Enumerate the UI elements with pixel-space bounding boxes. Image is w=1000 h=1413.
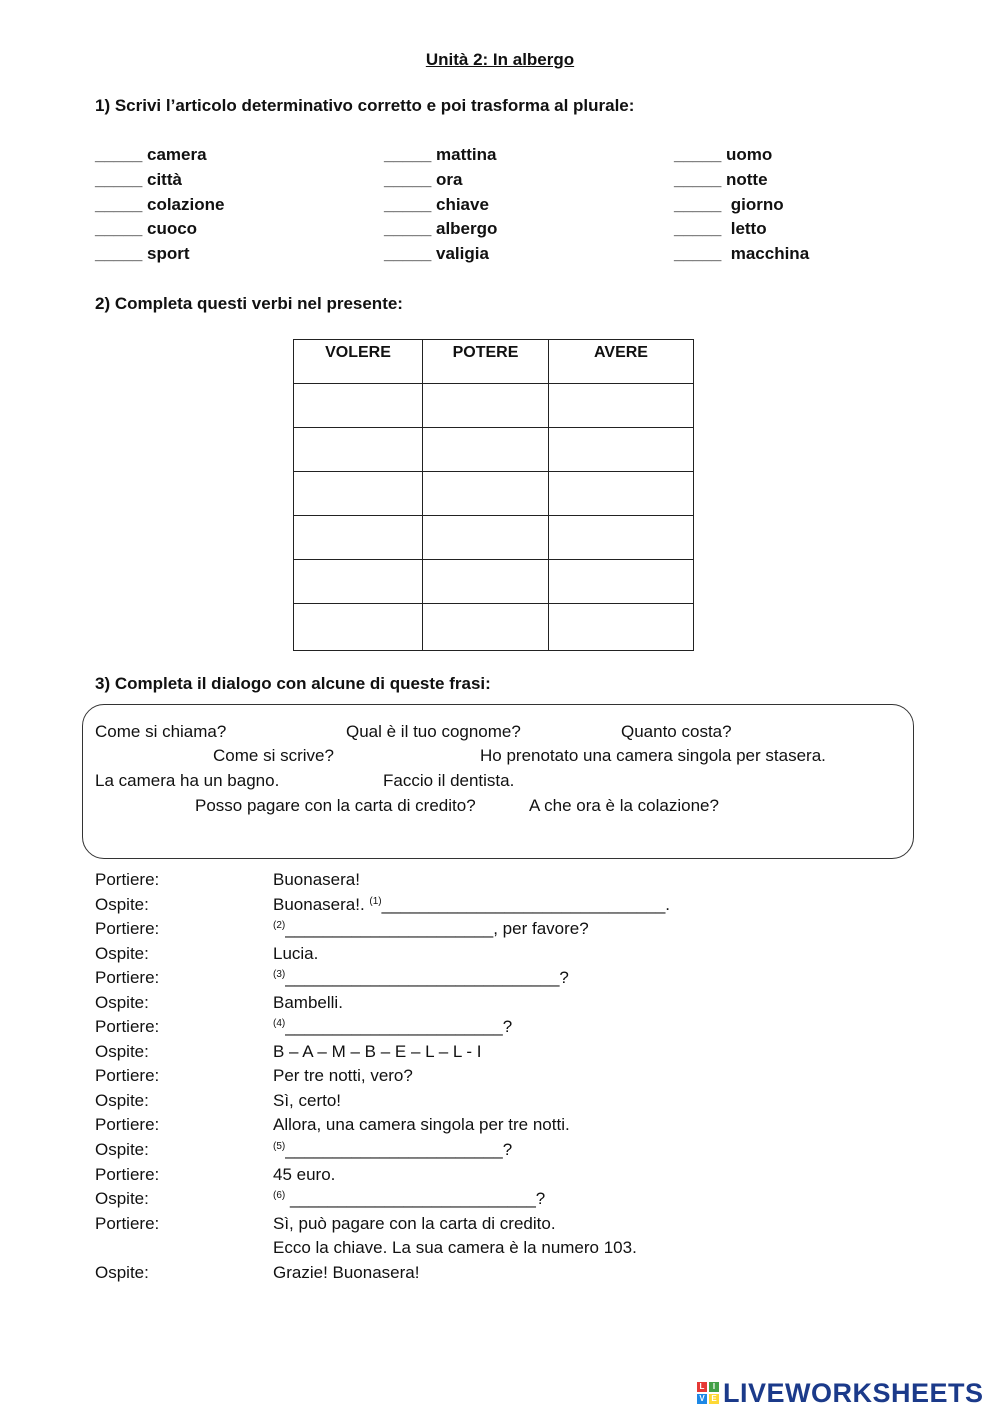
- dialogue-line[interactable]: [273, 1140, 512, 1160]
- speaker-label: Ospite:: [95, 1042, 149, 1061]
- vocab-item[interactable]: _____ colazione: [95, 195, 225, 214]
- answer-blank[interactable]: _____________________________?: [285, 968, 569, 987]
- speaker-label: Ospite:: [95, 1140, 149, 1159]
- logo-letter: I: [709, 1382, 719, 1392]
- phrase-option[interactable]: Come si chiama?: [95, 722, 227, 741]
- table-row: [294, 428, 694, 472]
- dialogue-line: Sì, può pagare con la carta di credito.: [273, 1214, 556, 1233]
- header-avere: AVERE: [549, 340, 694, 384]
- table-row: [294, 472, 694, 516]
- answer-cell[interactable]: [549, 384, 694, 428]
- vocab-item[interactable]: _____ giorno: [674, 195, 784, 214]
- dialogue-line[interactable]: [273, 895, 670, 915]
- table-row: [294, 604, 694, 651]
- answer-cell[interactable]: [294, 604, 423, 651]
- header-volere: VOLERE: [294, 340, 423, 384]
- speaker-label: Portiere:: [95, 870, 160, 889]
- logo-text: LIVEWORKSHEETS: [723, 1377, 984, 1408]
- answer-cell[interactable]: [423, 428, 549, 472]
- vocab-item[interactable]: _____ notte: [674, 170, 768, 189]
- exercise1-heading: 1) Scrivi l’articolo determinativo corretto e poi trasforma al plurale:: [95, 96, 635, 115]
- dialogue-line: Grazie! Buonasera!: [273, 1263, 420, 1282]
- header-potere: POTERE: [423, 340, 549, 384]
- blank-number: (6): [273, 1190, 286, 1201]
- vocab-item[interactable]: _____ letto: [674, 219, 767, 238]
- speaker-label: Portiere:: [95, 919, 160, 938]
- vocab-item[interactable]: _____ albergo: [384, 219, 498, 238]
- vocab-item[interactable]: _____ macchina: [674, 244, 810, 263]
- answer-cell[interactable]: [423, 384, 549, 428]
- speaker-label: Portiere:: [95, 1115, 160, 1134]
- speaker-label: Ospite:: [95, 944, 149, 963]
- verb-table: [293, 339, 694, 651]
- logo-letter: V: [697, 1394, 707, 1404]
- phrase-option[interactable]: Come si scrive?: [213, 746, 334, 765]
- logo-mark-icon: [697, 1382, 719, 1404]
- answer-cell[interactable]: [549, 604, 694, 651]
- answer-cell[interactable]: [294, 560, 423, 604]
- phrase-option[interactable]: A che ora è la colazione?: [529, 796, 719, 815]
- speaker-label: Ospite:: [95, 1189, 149, 1208]
- answer-cell[interactable]: [423, 472, 549, 516]
- answer-cell[interactable]: [294, 472, 423, 516]
- table-row: [294, 560, 694, 604]
- table-row: [294, 516, 694, 560]
- vocab-item[interactable]: _____ sport: [95, 244, 190, 263]
- speaker-label: Ospite:: [95, 895, 149, 914]
- vocab-item[interactable]: _____ mattina: [384, 145, 497, 164]
- answer-cell[interactable]: [549, 560, 694, 604]
- vocab-item[interactable]: _____ valigia: [384, 244, 489, 263]
- page-title: Unità 2: In albergo: [425, 50, 575, 69]
- dialogue-line: Per tre notti, vero?: [273, 1066, 413, 1085]
- liveworksheets-logo: [697, 1377, 993, 1409]
- phrase-option[interactable]: Quanto costa?: [621, 722, 732, 741]
- exercise2-heading: 2) Completa questi verbi nel presente:: [95, 294, 403, 313]
- answer-cell[interactable]: [294, 516, 423, 560]
- answer-cell[interactable]: [423, 516, 549, 560]
- speaker-label: Ospite:: [95, 1091, 149, 1110]
- speaker-label: Portiere:: [95, 1017, 160, 1036]
- vocab-item[interactable]: _____ camera: [95, 145, 207, 164]
- dialogue-line: Allora, una camera singola per tre notti.: [273, 1115, 570, 1134]
- dialogue-line[interactable]: [273, 968, 569, 988]
- dialogue-line: Sì, certo!: [273, 1091, 342, 1110]
- answer-cell[interactable]: [549, 472, 694, 516]
- table-row: [294, 384, 694, 428]
- answer-blank[interactable]: _______________________?: [285, 1017, 513, 1036]
- phrase-option[interactable]: Posso pagare con la carta di credito?: [195, 796, 476, 815]
- dialogue-line: B – A – M – B – E – L – L - I: [273, 1042, 482, 1061]
- vocab-item[interactable]: _____ chiave: [384, 195, 489, 214]
- answer-cell[interactable]: [549, 516, 694, 560]
- phrase-option[interactable]: Ho prenotato una camera singola per stasera.: [480, 746, 826, 765]
- speaker-label: Portiere:: [95, 1066, 160, 1085]
- phrase-option[interactable]: Faccio il dentista.: [383, 771, 515, 790]
- dialogue-line: Lucia.: [273, 944, 319, 963]
- dialogue-line[interactable]: [273, 1017, 512, 1037]
- dialogue-line: Ecco la chiave. La sua camera è la numero 103.: [273, 1238, 637, 1257]
- speaker-label: Portiere:: [95, 968, 160, 987]
- blank-number: (3): [273, 969, 286, 980]
- answer-blank[interactable]: __________________________?: [285, 1189, 546, 1208]
- dialogue-line: 45 euro.: [273, 1165, 336, 1184]
- blank-number: (5): [273, 1141, 286, 1152]
- answer-cell[interactable]: [423, 560, 549, 604]
- dialogue-line[interactable]: [273, 919, 589, 939]
- dialogue-line[interactable]: [273, 1189, 545, 1209]
- speaker-label: Portiere:: [95, 1165, 160, 1184]
- speaker-label: Ospite:: [95, 1263, 149, 1282]
- speaker-label: Ospite:: [95, 993, 149, 1012]
- logo-letter: L: [697, 1382, 707, 1392]
- vocab-item[interactable]: _____ ora: [384, 170, 463, 189]
- verb-table-header: [294, 340, 694, 384]
- vocab-item[interactable]: _____ città: [95, 170, 182, 189]
- dialogue-line: Bambelli.: [273, 993, 343, 1012]
- exercise3-heading: 3) Completa il dialogo con alcune di queste frasi:: [95, 674, 491, 693]
- logo-letter: E: [709, 1394, 719, 1404]
- answer-cell[interactable]: [423, 604, 549, 651]
- blank-number: (4): [273, 1018, 286, 1029]
- vocab-item[interactable]: _____ uomo: [674, 145, 773, 164]
- speaker-label: Portiere:: [95, 1214, 160, 1233]
- answer-blank[interactable]: _______________________?: [285, 1140, 513, 1159]
- phrase-option[interactable]: Qual è il tuo cognome?: [346, 722, 521, 741]
- answer-cell[interactable]: [294, 428, 423, 472]
- dialogue-line: Buonasera!: [273, 870, 360, 889]
- blank-number: (1): [369, 896, 382, 907]
- dialogue-prefix: Buonasera!.: [273, 895, 370, 914]
- answer-blank[interactable]: ______________________________.: [381, 895, 671, 914]
- vocab-item[interactable]: _____ cuoco: [95, 219, 198, 238]
- phrase-option[interactable]: La camera ha un bagno.: [95, 771, 280, 790]
- blank-number: (2): [273, 920, 286, 931]
- answer-blank[interactable]: ______________________, per favore?: [285, 919, 589, 938]
- answer-cell[interactable]: [549, 428, 694, 472]
- answer-cell[interactable]: [294, 384, 423, 428]
